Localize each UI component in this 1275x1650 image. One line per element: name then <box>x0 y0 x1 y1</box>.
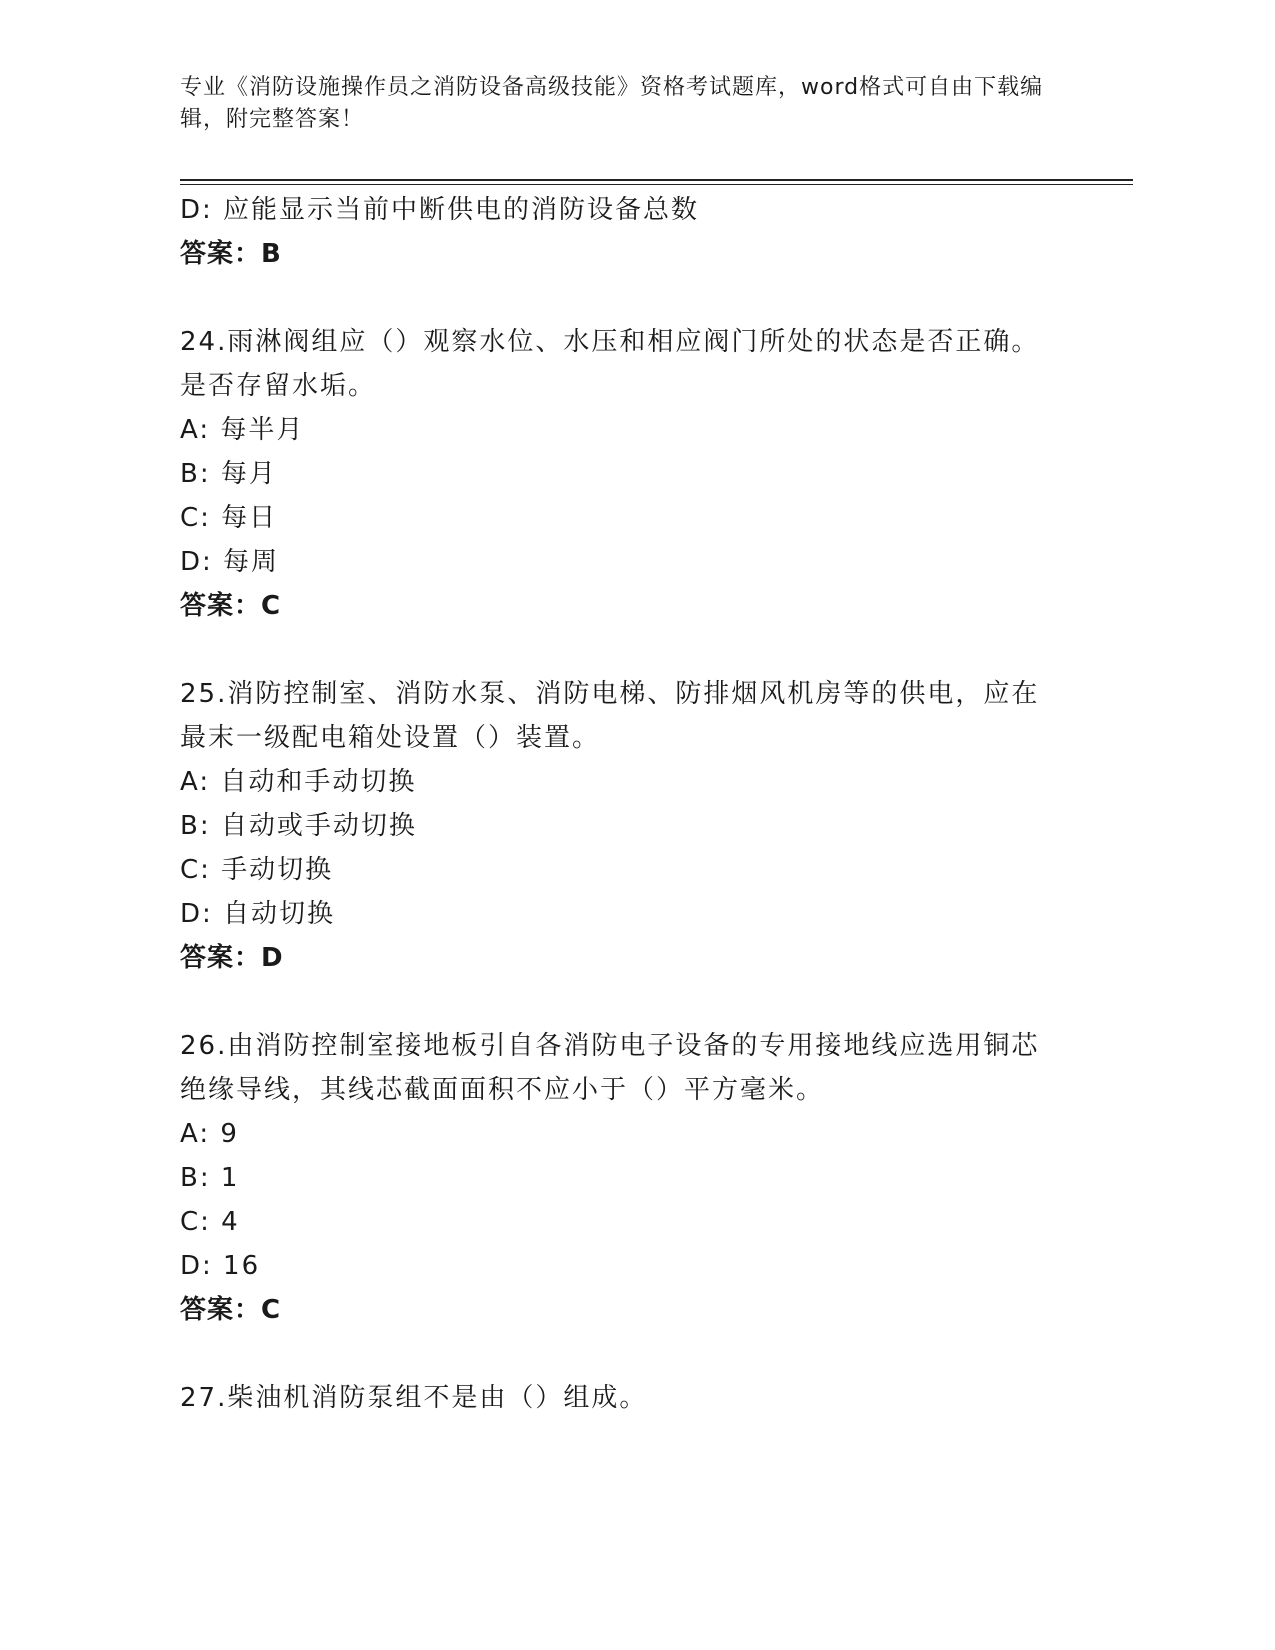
question-26-option-a: A: 9 <box>180 1119 239 1149</box>
question-26-text-line1: 26.由消防控制室接地板引自各消防电子设备的专用接地线应选用铜芯 <box>180 1031 1040 1061</box>
question-24-option-a: A: 每半月 <box>180 415 305 445</box>
spacer <box>180 980 1080 1024</box>
spacer <box>180 276 1080 320</box>
question-26 <box>180 1024 1080 1332</box>
question-24-option-b: B: 每月 <box>180 459 277 489</box>
question-24-text-line2: 是否存留水垢。 <box>180 371 377 401</box>
question-26-option-b: B: 1 <box>180 1163 240 1193</box>
question-26-option-d: D: 16 <box>180 1251 261 1281</box>
question-25-option-a: A: 自动和手动切换 <box>180 767 417 797</box>
question-25 <box>180 672 1080 980</box>
header-rule-thin <box>180 184 1133 185</box>
question-24-answer: 答案：C <box>180 591 282 621</box>
header-rule-thick <box>180 179 1133 181</box>
question-25-option-d: D: 自动切换 <box>180 899 336 929</box>
question-25-text-line1: 25.消防控制室、消防水泵、消防电梯、防排烟风机房等的供电，应在 <box>180 679 1040 709</box>
header-text: 专业《消防设施操作员之消防设备高级技能》资格考试题库，word格式可自由下载编辑，附完整答案！ <box>180 75 1044 132</box>
question-26-option-c: C: 4 <box>180 1207 240 1237</box>
spacer <box>180 1332 1080 1376</box>
question-26-answer: 答案：C <box>180 1295 282 1325</box>
document-header <box>180 72 1080 136</box>
prev-option-d: D: 应能显示当前中断供电的消防设备总数 <box>180 195 700 225</box>
question-25-option-c: C: 手动切换 <box>180 855 334 885</box>
question-27-text-line1: 27.柴油机消防泵组不是由（）组成。 <box>180 1383 648 1413</box>
question-content <box>180 188 1080 1420</box>
question-25-text-line2: 最末一级配电箱处设置（）装置。 <box>180 723 601 753</box>
question-24-option-d: D: 每周 <box>180 547 280 577</box>
question-25-option-b: B: 自动或手动切换 <box>180 811 417 841</box>
question-24-option-c: C: 每日 <box>180 503 278 533</box>
question-25-answer: 答案：D <box>180 943 284 973</box>
prev-answer: 答案：B <box>180 239 282 269</box>
spacer <box>180 628 1080 672</box>
question-27 <box>180 1376 1080 1420</box>
question-26-text-line2: 绝缘导线，其线芯截面面积不应小于（）平方毫米。 <box>180 1075 825 1105</box>
question-24 <box>180 320 1080 628</box>
question-24-text-line1: 24.雨淋阀组应（）观察水位、水压和相应阀门所处的状态是否正确。 <box>180 327 1040 357</box>
